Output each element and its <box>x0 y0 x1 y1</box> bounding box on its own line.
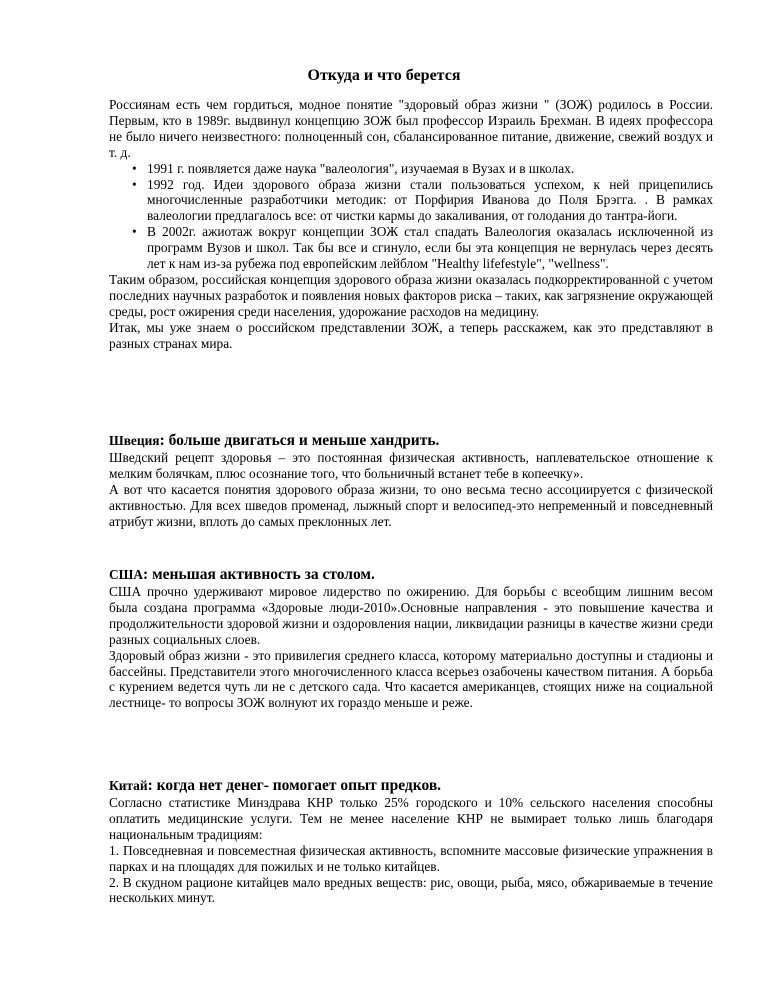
bullet-icon: • <box>132 160 137 176</box>
china-paragraph-1: Согласно статистике Минздрава КНР только 25% городского и 10% сельского населения способны оплатить медицинские услуги. Тем не менее население КНР не вымирает только лишь благодаря национальным традициям: <box>109 795 713 842</box>
china-heading <box>109 777 713 795</box>
bullet-icon: • <box>132 224 137 240</box>
intro-paragraph: Россиянам есть чем гордиться, модное понятие "здоровый образ жизни " (ЗОЖ) родилось в России. Первым, кто в 1989г. выдвинул концепцию ЗОЖ был профессор Израиль Брехман. В идеях профессора не было ничего неизвестного: полноценный сон, сбалансированное питание, движение, свежий воздух и т. д. <box>109 97 713 160</box>
bullet-text: 1992 год. Идеи здорового образа жизни стали пользоваться успехом, к ней прицепились многочисленные разработчики методик: от Порфирия Иванова до Поля Брэгга. . В рамках валеологии предлагалось все: от чистки кармы до закаливания, от голодания до тантра-йоги. <box>147 176 713 224</box>
usa-heading <box>109 566 713 584</box>
china-country-name: Китай <box>109 778 148 793</box>
usa-country-name: США <box>109 567 144 582</box>
usa-heading-text: меньшая активность за столом. <box>152 566 375 583</box>
sweden-paragraph-1: Шведский рецепт здоровья – это постоянная физическая активность, наплевательское отношение к мелким болячкам, плюс осознание того, что больничный встанет тебе в копеечку». <box>109 450 713 481</box>
heading-separator: : <box>147 777 157 794</box>
heading-separator: : <box>143 566 153 583</box>
china-paragraph-2: 1. Повседневная и повсеместная физическая активность, вспомните массовые физические упражнения в парках и на площадях для пожилых и не только китайцев. <box>109 842 713 874</box>
usa-paragraph-2: Здоровый образ жизни - это привилегия среднего класса, которому материально доступны и стадионы и бассейны. Представители этого многочисленного класса всерьез озабочены качеством питания. А борьба с курением ведется чуть ли не с детского сада. Что касается американцев, стоящих ниже на социальной лестнице- то вопросы ЗОЖ волнуют их гораздо меньше и реже. <box>109 647 713 711</box>
sweden-heading-text: больше двигаться и меньше хандрить. <box>168 432 440 449</box>
intro-section <box>109 97 713 352</box>
intro-transition-paragraph: Итак, мы уже знаем о российском представлении ЗОЖ, а теперь расскажем, как это представляют в разных странах мира. <box>109 319 713 351</box>
china-section <box>109 777 713 906</box>
bullet-item-1991 <box>109 161 713 177</box>
bullet-text: В 2002г. ажиотаж вокруг концепции ЗОЖ стал спадать Валеология оказалась исключенной из программ Вузов и школ. Так бы все и сгинуло, если бы эта концепция не вернулась через десять лет к нам из-за рубежа под европейским лейблом "Healthy lifefestyle", "wellness". <box>147 224 713 272</box>
intro-bullet-list <box>109 161 713 272</box>
document-title: Откуда и что берется <box>307 67 461 84</box>
intro-conclusion-paragraph: Таким образом, российская концепция здорового образа жизни оказалась подкорректированной с учетом последних научных разработок и появления новых факторов риска – таких, как загрязнение окружающей среды, рост ожирения среди населения, удорожание расходов на медицину. <box>109 271 713 319</box>
heading-separator: : <box>159 432 169 449</box>
bullet-item-1992 <box>109 177 713 225</box>
sweden-heading <box>109 432 713 450</box>
sweden-section <box>109 432 713 530</box>
usa-paragraph-1: США прочно удерживают мировое лидерство по ожирению. Для борьбы с всеобщим лишним весом была создана программа «Здоровые люди-2010».Основные направления - это повышение качества и продолжительности здоровой жизни и оздоровления нации, ликвидации разницы в качестве жизни среди разных социальных слоев. <box>109 584 713 647</box>
sweden-paragraph-2: А вот что касается понятия здорового образа жизни, то оно весьма тесно ассоциируется с физической активностью. Для всех шведов променад, лыжный спорт и велосипед-это непременный и повседневный атрибут жизни, вплоть до самых преклонных лет. <box>109 481 713 529</box>
sweden-country-name: Швеция <box>109 433 160 448</box>
usa-section <box>109 566 713 711</box>
bullet-item-2002 <box>109 224 713 272</box>
china-paragraph-3: 2. В скудном рационе китайцев мало вредных веществ: рис, овощи, рыба, мясо, обжариваемые в течение нескольких минут. <box>109 874 713 906</box>
bullet-text: 1991 г. появляется даже наука "валеология", изучаемая в Вузах и в школах. <box>147 160 575 176</box>
china-heading-text: когда нет денег- помогает опыт предков. <box>156 777 442 794</box>
bullet-icon: • <box>132 176 137 192</box>
